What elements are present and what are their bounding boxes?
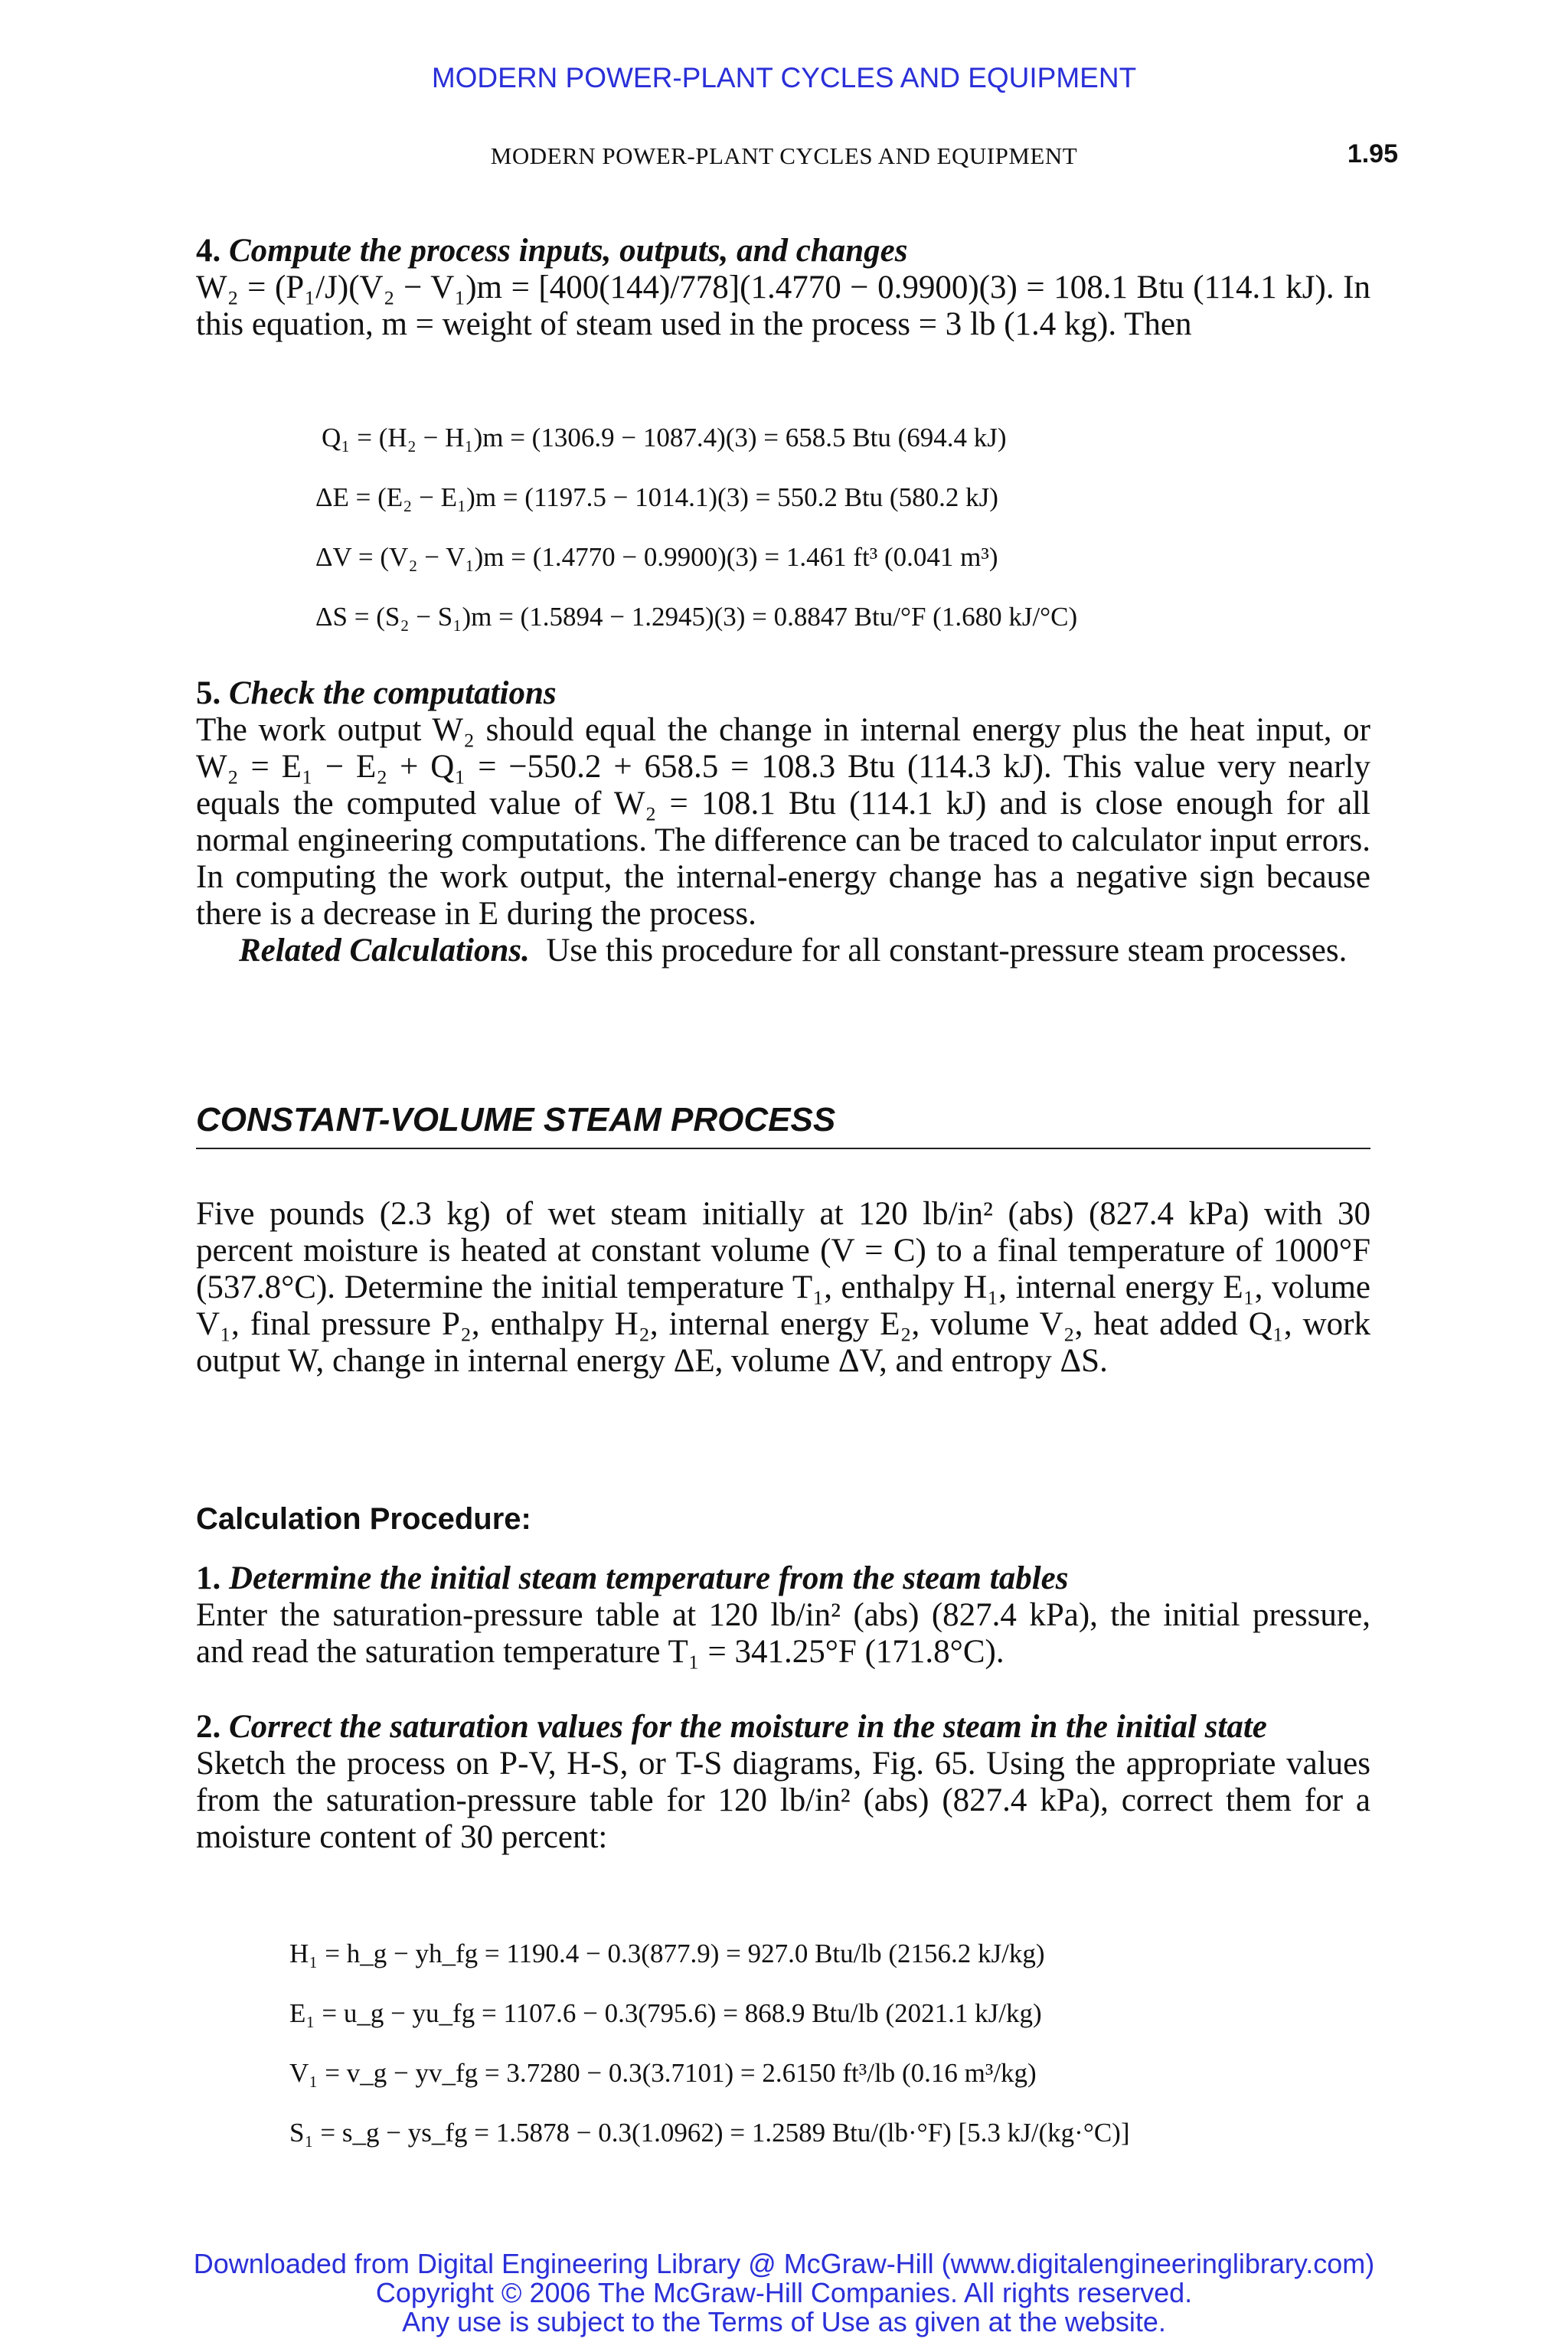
section-title: CONSTANT-VOLUME STEAM PROCESS xyxy=(196,1100,1370,1149)
related-calculations-text: Use this procedure for all constant-pressure steam processes. xyxy=(546,933,1348,969)
equation-q1: Q₁ = (H₂ − H₁)m = (1306.9 − 1087.4)(3) = 658.5 Btu (694.4 kJ) xyxy=(322,423,1007,452)
equation-v1: V₁ = v_g − yv_fg = 3.7280 − 0.3(3.7101) = 2.6150 ft³/lb (0.16 m³/kg) xyxy=(289,2058,1037,2088)
running-head: MODERN POWER-PLANT CYCLES AND EQUIPMENT xyxy=(490,142,1078,169)
step-4-number: 4. xyxy=(196,233,221,269)
step-5-number: 5. xyxy=(196,675,221,711)
step-4-title: Compute the process inputs, outputs, and changes xyxy=(229,233,908,269)
equation-s1: S₁ = s_g − ys_fg = 1.5878 − 0.3(1.0962) = 1.2589 Btu/(lb·°F) [5.3 kJ/(kg·°C)] xyxy=(289,2118,1130,2148)
step-5-heading xyxy=(196,675,1370,712)
step-5-title: Check the computations xyxy=(229,675,557,711)
step-2-title: Correct the saturation values for the moisture in the steam in the initial state xyxy=(229,1709,1267,1745)
step-2 xyxy=(196,1709,1370,1856)
footer-download-link[interactable]: Downloaded from Digital Engineering Library @ McGraw-Hill (www.digitalengineeringlibrary.com) xyxy=(193,2248,1375,2279)
equation-delta-s: ΔS = (S₂ − S₁)m = (1.5894 − 1.2945)(3) = 0.8847 Btu/°F (1.680 kJ/°C) xyxy=(315,602,1078,632)
equation-e1: E₁ = u_g − yu_fg = 1107.6 − 0.3(795.6) = 868.9 Btu/lb (2021.1 kJ/kg) xyxy=(289,1998,1042,2028)
step-1-body: Enter the saturation-pressure table at 120 lb/in² (abs) (827.4 kPa), the initial pressure, and read the saturation temperature T₁ = 341.25°F (171.8°C). xyxy=(196,1597,1370,1670)
step-1 xyxy=(196,1560,1370,1671)
equation-delta-e: ΔE = (E₂ − E₁)m = (1197.5 − 1014.1)(3) = 550.2 Btu (580.2 kJ) xyxy=(315,482,998,512)
step-4-body: W₂ = (P₁/J)(V₂ − V₁)m = [400(144)/778](1.4770 − 0.9900)(3) = 108.1 Btu (114.1 kJ). In this equation, m = weight of steam used in the process = 3 lb (1.4 kg). Then xyxy=(196,270,1370,342)
step-2-body: Sketch the process on P-V, H-S, or T-S diagrams, Fig. 65. Using the appropriate values from the saturation-pressure table for 120 lb/in² (abs) (827.4 kPa), correct them for a moisture content of 30 percent: xyxy=(196,1746,1370,1855)
banner-title: MODERN POWER-PLANT CYCLES AND EQUIPMENT xyxy=(431,62,1137,93)
footer-terms: Any use is subject to the Terms of Use as given at the website. xyxy=(402,2306,1166,2337)
step-4-heading xyxy=(196,233,1370,270)
procedure-heading: Calculation Procedure: xyxy=(196,1502,531,1536)
equation-delta-v: ΔV = (V₂ − V₁)m = (1.4770 − 0.9900)(3) = 1.461 ft³ (0.041 m³) xyxy=(315,542,998,572)
step-2-number: 2. xyxy=(196,1709,221,1745)
step-2-heading xyxy=(196,1709,1370,1746)
problem-text: Five pounds (2.3 kg) of wet steam initially at 120 lb/in² (abs) (827.4 kPa) with 30 percent moisture is heated at constant volume (V = C) to a final temperature of 1000°F (537.8°C). Determine the initial temperature T₁, enthalpy H₁, internal energy E₁, volume V₁, final pressure P₂, enthalpy H₂, internal energy E₂, volume V₂, heat added Q₁, work output W, change in internal energy ΔE, volume ΔV, and entropy ΔS. xyxy=(196,1196,1370,1379)
problem-statement xyxy=(196,1196,1370,1380)
step-1-title: Determine the initial steam temperature from the steam tables xyxy=(229,1560,1069,1596)
related-calculations xyxy=(196,933,1370,969)
related-calculations-label: Related Calculations. xyxy=(239,933,530,969)
step-1-number: 1. xyxy=(196,1560,221,1596)
step-5-body: The work output W₂ should equal the change in internal energy plus the heat input, or W₂ = E₁ − E₂ + Q₁ = −550.2 + 658.5 = 108.3 Btu (114.3 kJ). This value very nearly equals the computed value of W₂ = 108.1 Btu (114.1 kJ) and is close enough for all normal engineering computations. The difference can be traced to calculator input errors. In computing the work output, the internal-energy change has a negative sign because there is a decrease in E during the process. xyxy=(196,712,1370,932)
step-4 xyxy=(196,233,1370,343)
footer-copyright: Copyright © 2006 The McGraw-Hill Companies. All rights reserved. xyxy=(375,2277,1193,2308)
footer xyxy=(0,2249,1568,2337)
page-number: 1.95 xyxy=(1347,139,1398,168)
equation-h1: H₁ = h_g − yh_fg = 1190.4 − 0.3(877.9) = 927.0 Btu/lb (2156.2 kJ/kg) xyxy=(289,1939,1045,1968)
step-5 xyxy=(196,675,1370,969)
step-1-heading xyxy=(196,1560,1370,1597)
